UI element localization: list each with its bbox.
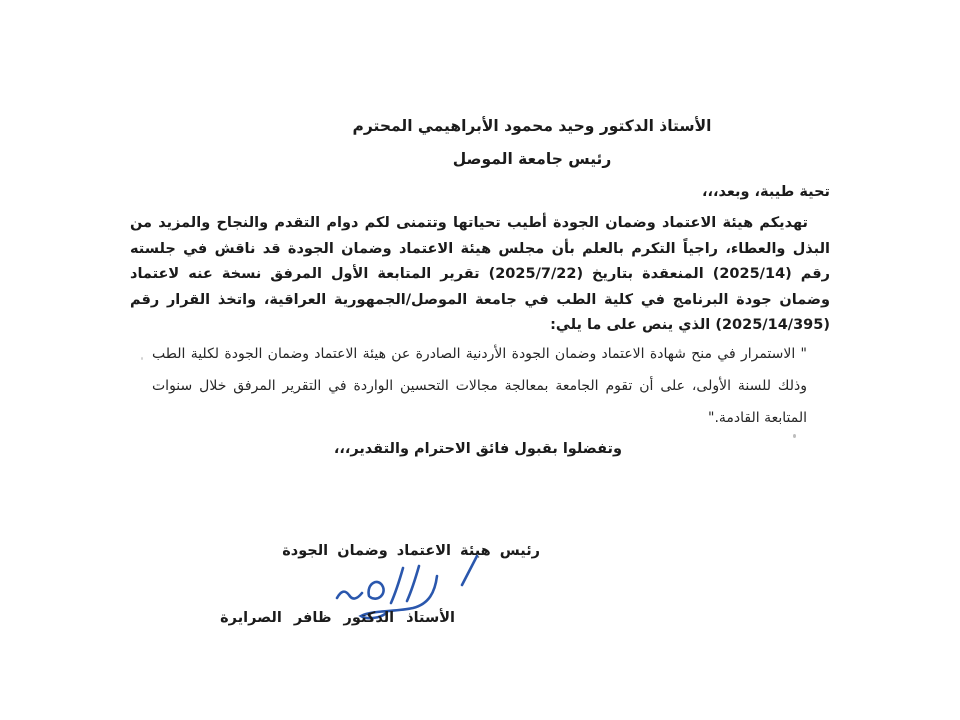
recipient-block [352, 110, 712, 176]
scan-artifact-speck [793, 434, 796, 438]
decision-quote-paragraph: " الاستمرار في منح شهادة الاعتماد وضمان الجودة الأردنية الصادرة عن هيئة الاعتماد وضمان الجودة لكلية الطب وذلك للسنة الأولى، على أن تقوم الجامعة بمعالجة مجالات التحسين الواردة في التقرير المرفق خلال سنوات المتابعة القادمة." [152, 346, 807, 426]
recipient-name: الأستاذ الدكتور وحيد محمود الأبراهيمي المحترم [352, 117, 712, 135]
signer-name: الأستاذ الدكتور ظافر الصرايرة [220, 610, 455, 626]
signer-title: رئيس هيئة الاعتماد وضمان الجودة [282, 543, 540, 559]
salutation-line: تحية طيبة، وبعد،،، [701, 184, 830, 200]
recipient-title: رئيس جامعة الموصل [452, 150, 612, 168]
closing-line: وتفضلوا بقبول فائق الاحترام والتقدير،،، [333, 441, 622, 457]
letter-body-paragraph: تهديكم هيئة الاعتماد وضمان الجودة أطيب تحياتها وتتمنى لكم دوام التقدم والنجاح والمزيد من البذل والعطاء، راجياً التكرم بالعلم بأن مجلس هيئة الاعتماد وضمان الجودة قد ناقش في جلسته رقم (2025/14) المنعقدة بتاريخ (2025/7/22) تقرير المتابعة الأول المرفق نسخة عنه لاعتماد وضمان جودة البرنامج في كلية الطب في جامعة الموصل/الجمهورية العراقية، واتخذ القرار رقم (2025/14/395) الذي ينص على ما يلي: [130, 215, 831, 333]
scan-artifact-speck [141, 357, 143, 360]
